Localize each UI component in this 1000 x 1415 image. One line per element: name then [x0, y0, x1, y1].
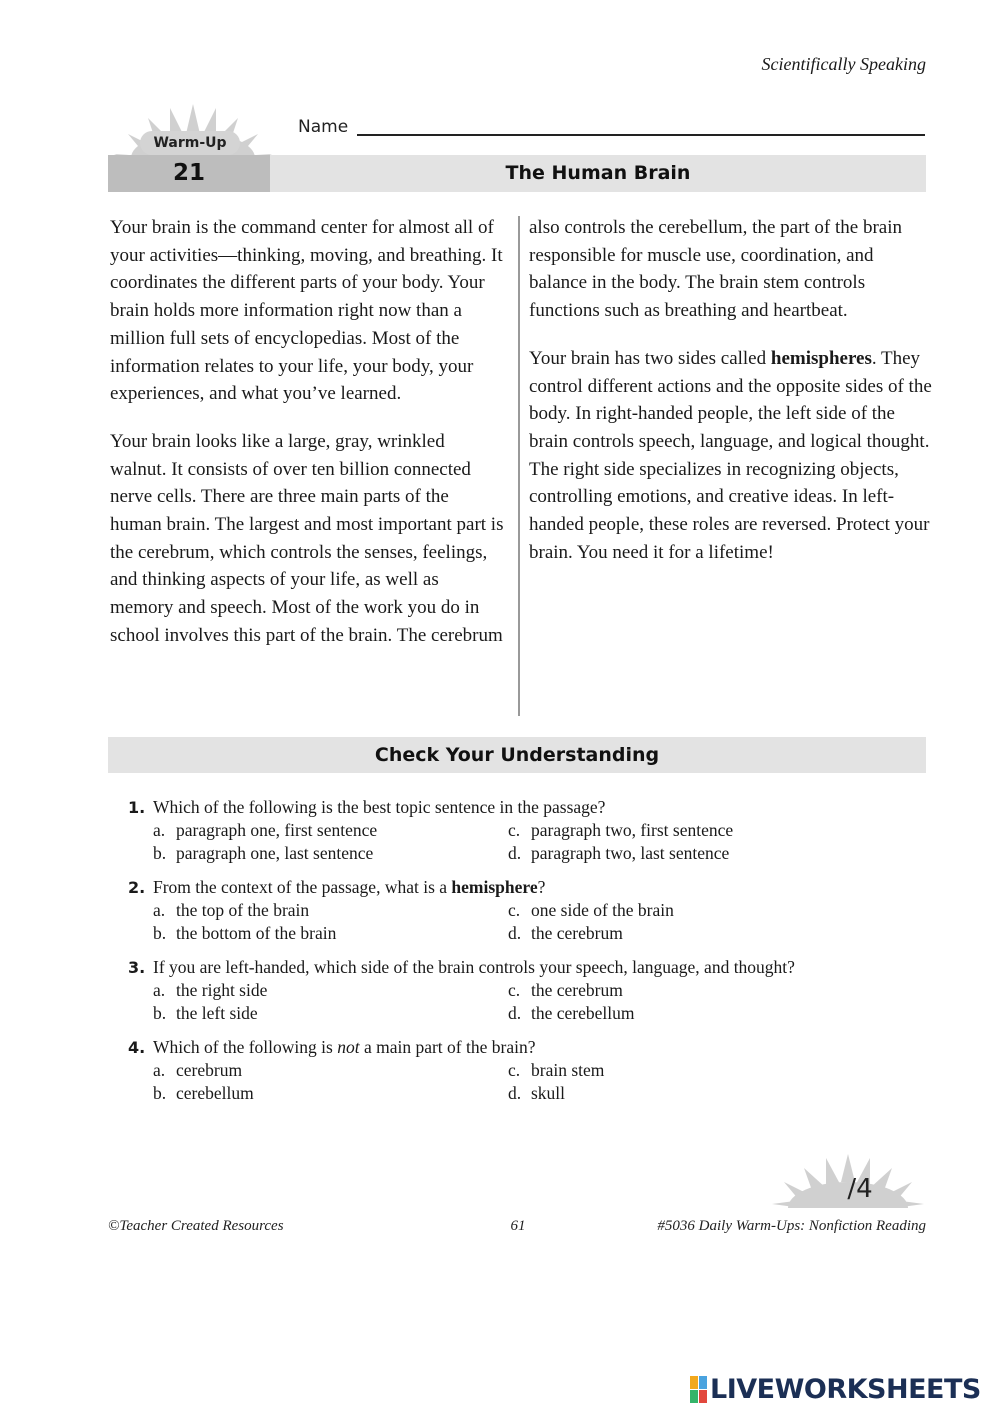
score-total: /4 — [847, 1174, 873, 1204]
question-text: From the context of the passage, what is a hemisphere? — [153, 877, 546, 897]
answer-option[interactable]: b. cerebellum — [153, 1083, 254, 1103]
answer-option[interactable]: b. the bottom of the brain — [153, 923, 337, 943]
passage-right-column — [529, 214, 934, 586]
question-number: 3. — [128, 958, 146, 977]
passage-paragraph-2-cont: also controls the cerebellum, the part of the brain responsible for muscle use, coordination, and balance in the body. The brain stem controls functions such as breathing and heartbeat. — [529, 217, 903, 322]
answer-option[interactable]: b. paragraph one, last sentence — [153, 843, 374, 863]
question-2 — [128, 876, 938, 945]
answer-option[interactable]: c. brain stem — [508, 1060, 605, 1080]
question-4 — [128, 1036, 938, 1105]
footer-book-title: #5036 Daily Warm-Ups: Nonfiction Reading — [657, 1218, 926, 1234]
check-understanding-heading: Check Your Understanding — [108, 737, 926, 773]
answer-option[interactable]: c. paragraph two, first sentence — [508, 820, 734, 840]
answer-option[interactable]: d. skull — [508, 1083, 566, 1103]
question-1 — [128, 796, 938, 865]
question-number: 1. — [128, 798, 146, 817]
page-title: The Human Brain — [270, 155, 926, 192]
liveworksheets-wordmark: LIVEWORKSHEETS — [710, 1374, 981, 1405]
answer-option[interactable]: d. the cerebrum — [508, 923, 623, 943]
footer-page-number: 61 — [510, 1218, 526, 1234]
warmup-number: 21 — [108, 155, 270, 192]
liveworksheets-logo — [690, 1374, 981, 1405]
answer-option[interactable]: d. paragraph two, last sentence — [508, 843, 730, 863]
question-list — [128, 796, 938, 1116]
passage-left-column — [110, 214, 505, 670]
question-text: If you are left-handed, which side of the brain controls your speech, language, and thought? — [153, 957, 795, 977]
liveworksheets-blocks-icon — [690, 1376, 707, 1403]
name-label: Name — [298, 117, 349, 137]
footer-copyright: ©Teacher Created Resources — [108, 1218, 284, 1234]
answer-option[interactable]: b. the left side — [153, 1003, 258, 1023]
passage-paragraph-1: Your brain is the command center for almost all of your activities—thinking, moving, and breathing. It coordinates the different parts of your body. Your brain holds more information right now than a million full sets of encyclopedias. Most of the information relates to your life, your body, your experiences, and what you’ve learned. — [110, 217, 503, 405]
answer-option[interactable]: c. the cerebrum — [508, 980, 623, 1000]
answer-option[interactable]: c. one side of the brain — [508, 900, 674, 920]
question-number: 2. — [128, 878, 146, 897]
question-text: Which of the following is not a main part of the brain? — [153, 1037, 536, 1057]
book-section-title: Scientifically Speaking — [761, 54, 926, 74]
passage-paragraph-2: Your brain looks like a large, gray, wrinkled walnut. It consists of over ten billion connected nerve cells. There are three main parts of the human brain. The largest and most important part is the cerebrum, which controls the senses, feelings, and thinking aspects of your life, as well as memory and speech. Most of the work you do in school involves this part of the brain. The cerebrum — [110, 430, 504, 646]
answer-option[interactable]: a. cerebrum — [153, 1060, 243, 1080]
answer-option[interactable]: a. the right side — [153, 980, 268, 1000]
answer-option[interactable]: a. paragraph one, first sentence — [153, 820, 378, 840]
question-number: 4. — [128, 1038, 146, 1057]
passage-paragraph-3: Your brain has two sides called hemispheres. They control different actions and the opposite sides of the body. In right-handed people, the left side of the brain controls speech, language, and logical thought. The right side specializes in recognizing objects, controlling emotions, and creative ideas. In left-handed people, these roles are reversed. Protect your brain. You need it for a lifetime! — [529, 347, 932, 563]
question-3 — [128, 956, 938, 1025]
answer-option[interactable]: a. the top of the brain — [153, 900, 310, 920]
answer-option[interactable]: d. the cerebellum — [508, 1003, 635, 1023]
column-divider — [518, 216, 520, 716]
question-text: Which of the following is the best topic sentence in the passage? — [153, 797, 606, 817]
name-input-line[interactable] — [357, 134, 925, 136]
warmup-label: Warm-Up — [140, 131, 240, 155]
